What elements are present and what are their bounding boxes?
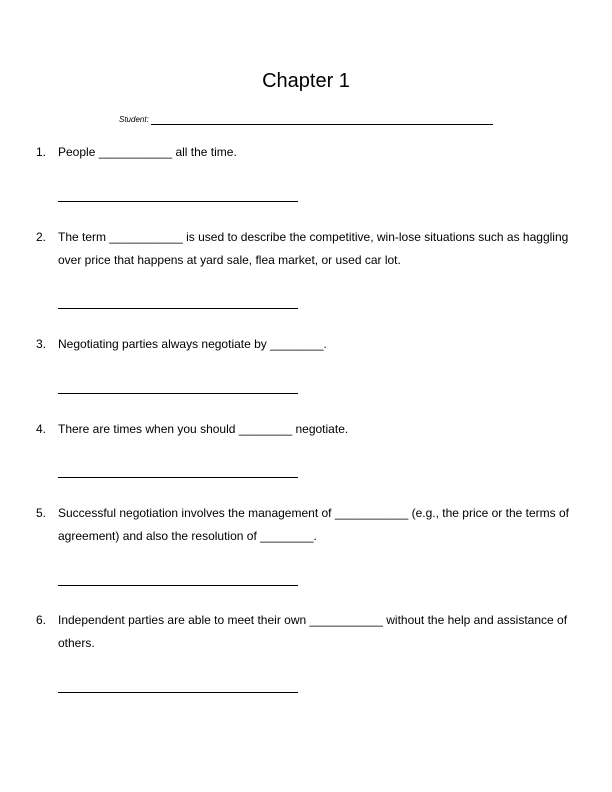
student-name-line[interactable] [151, 116, 493, 125]
question-number: 3. [36, 337, 47, 351]
answer-line-1[interactable] [58, 201, 298, 202]
student-label: Student: [119, 115, 149, 124]
student-field [119, 115, 493, 125]
page-title: Chapter 1 [262, 70, 350, 92]
answer-line-2[interactable] [58, 308, 298, 309]
question-number: 6. [36, 613, 47, 627]
question-number: 5. [36, 506, 47, 520]
question-3 [36, 333, 576, 356]
question-text: Successful negotiation involves the management of ___________ (e.g., the price or the terms of agreement) and also the resolution of ________. [58, 506, 569, 543]
question-number: 1. [36, 145, 47, 159]
question-number: 2. [36, 230, 47, 244]
question-text: The term ___________ is used to describe the competitive, win-lose situations such as haggling over price that happens at yard sale, flea market, or used car lot. [58, 230, 569, 267]
question-2 [36, 226, 576, 272]
question-number: 4. [36, 422, 47, 436]
question-text: There are times when you should ________ negotiate. [58, 422, 349, 436]
answer-line-4[interactable] [58, 477, 298, 478]
question-text: Negotiating parties always negotiate by ________. [58, 337, 327, 351]
question-text: Independent parties are able to meet their own ___________ without the help and assistance of others. [58, 613, 568, 650]
question-6 [36, 609, 576, 655]
answer-line-6[interactable] [58, 692, 298, 693]
answer-line-5[interactable] [58, 585, 298, 586]
question-4 [36, 418, 576, 441]
question-1 [36, 141, 576, 164]
answer-line-3[interactable] [58, 393, 298, 394]
question-text: People ___________ all the time. [58, 145, 237, 159]
question-5 [36, 502, 576, 548]
